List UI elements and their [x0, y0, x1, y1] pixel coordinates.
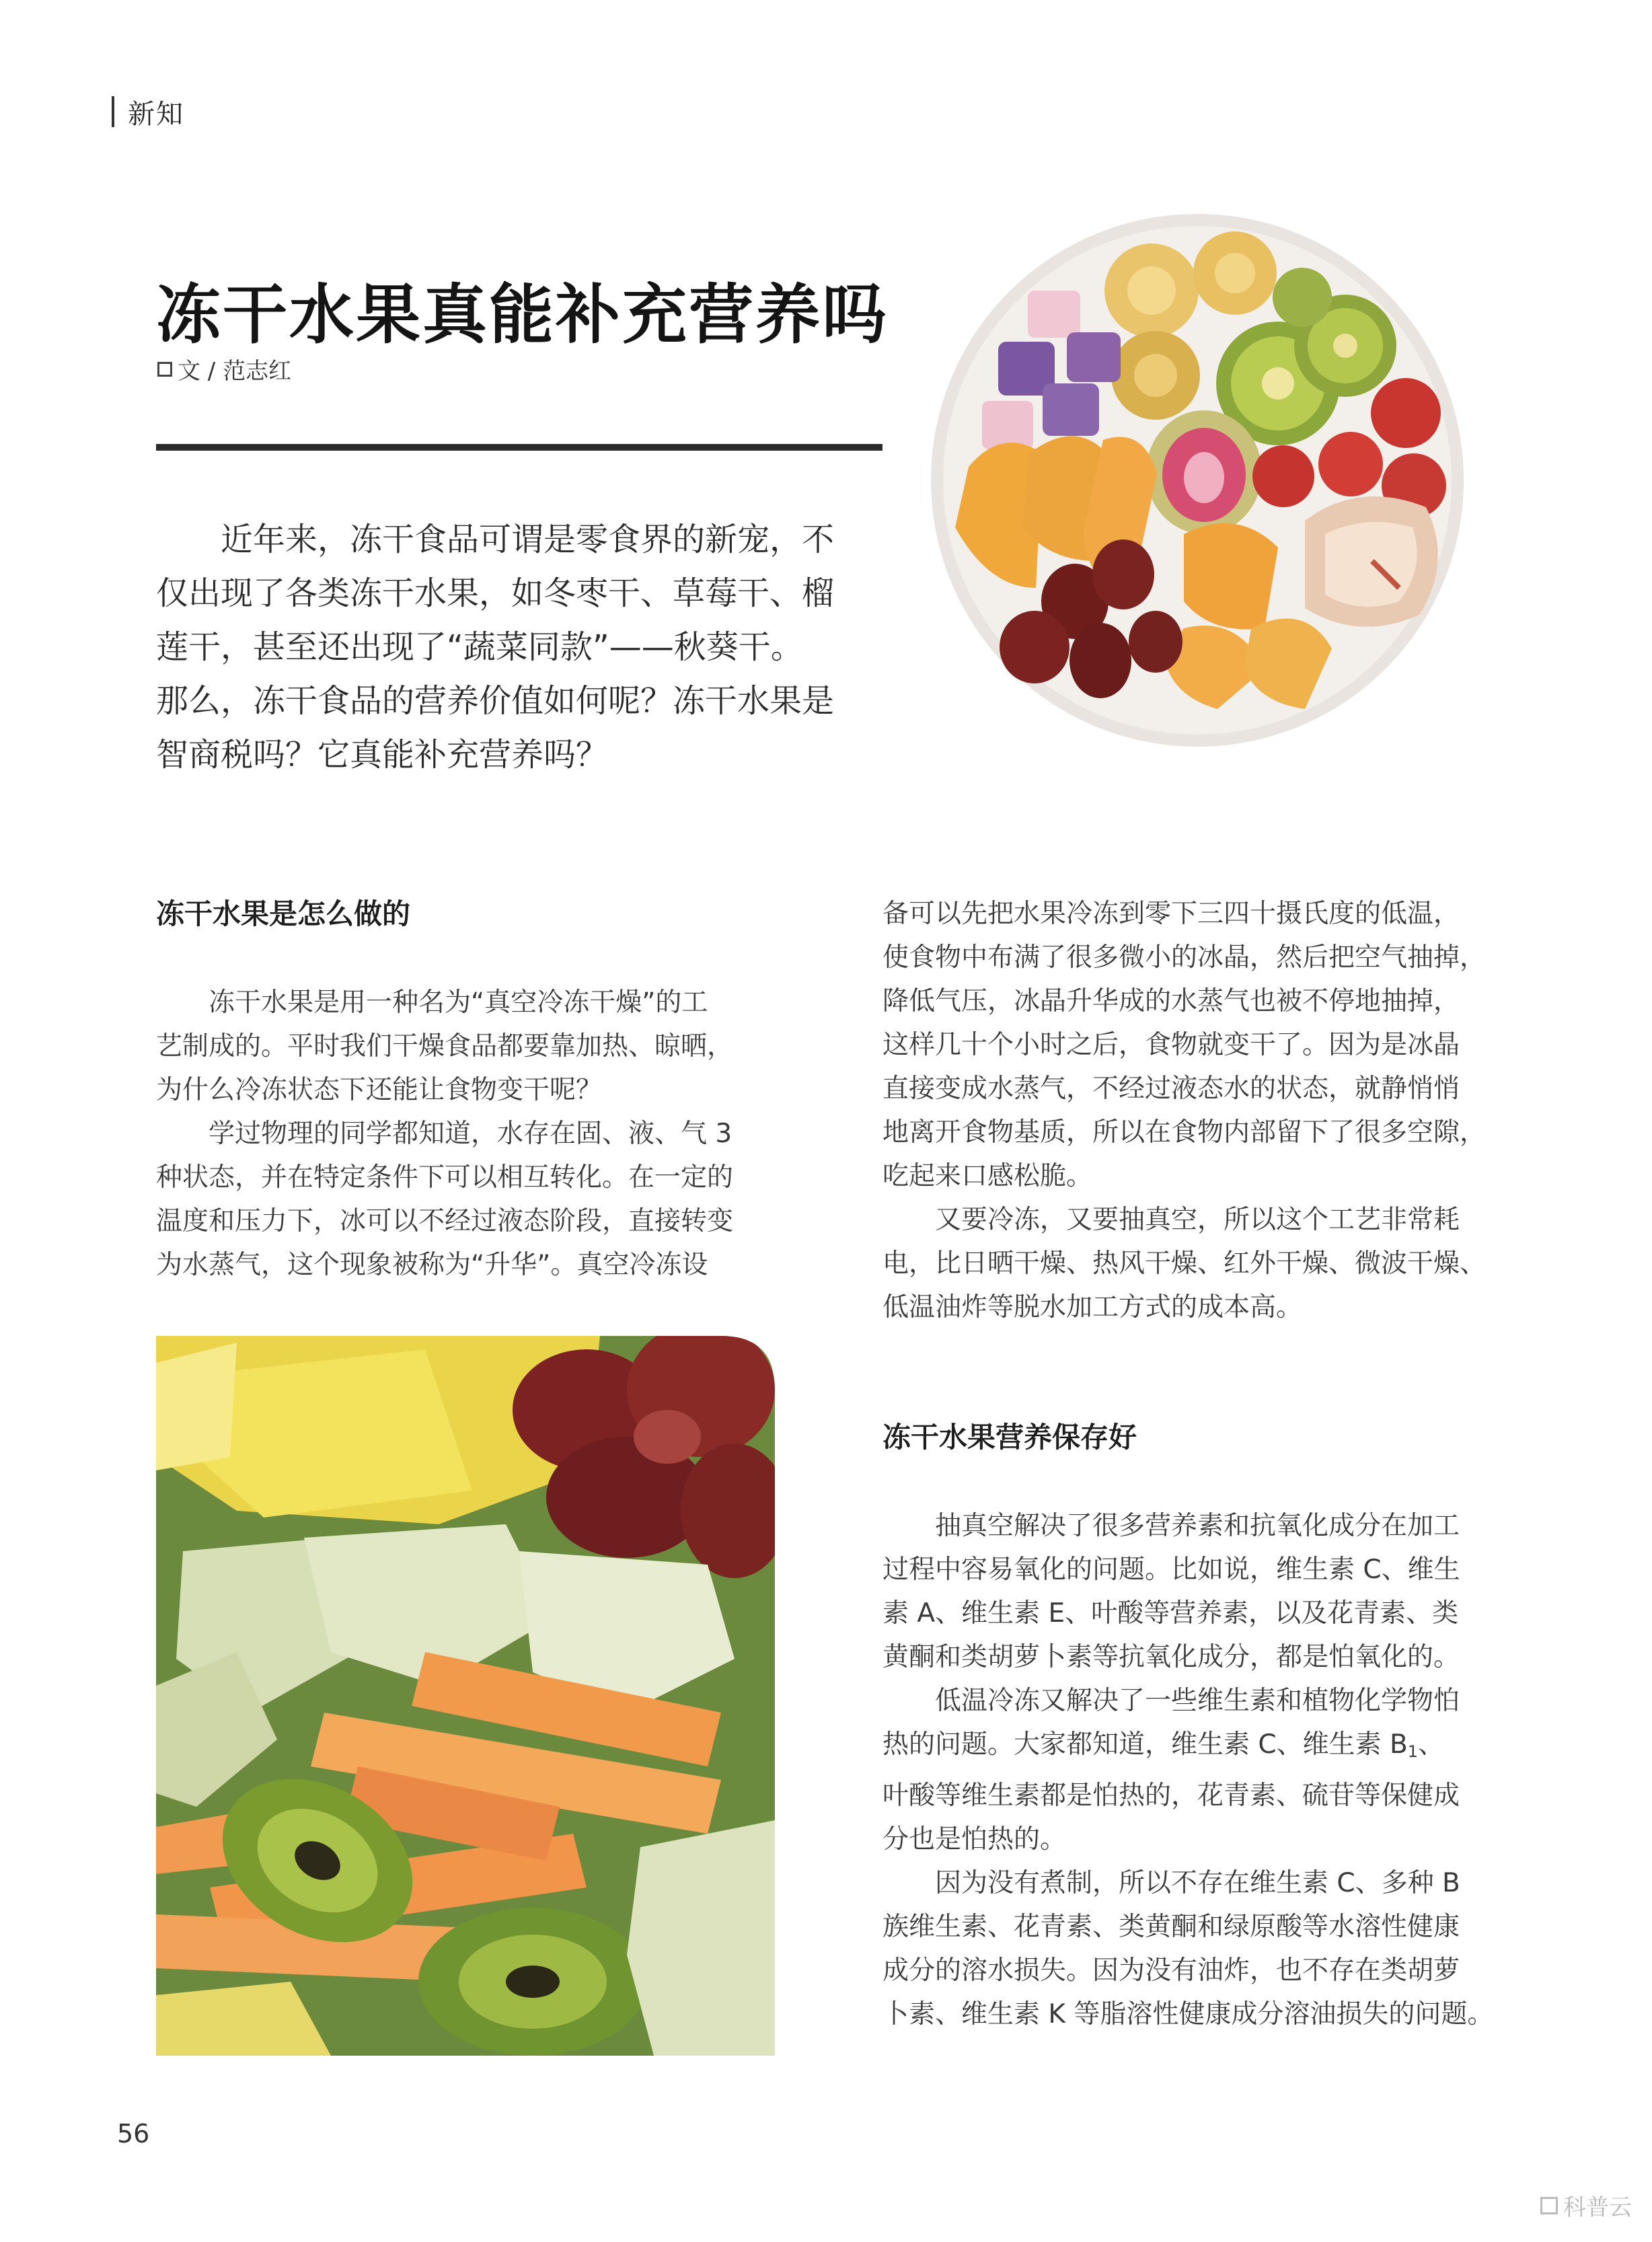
intro-line: 莲干，甚至还出现了“蔬菜同款”——秋葵干。	[156, 628, 803, 666]
body-line: 黄酮和类胡萝卜素等抗氧化成分，都是怕氧化的。	[883, 1642, 1460, 1672]
yogurt-cube	[982, 401, 1033, 449]
jujube	[1000, 611, 1069, 683]
section1-left-text	[156, 981, 775, 1287]
body-line: 卜素、维生素 K 等脂溶性健康成分溶油损失的问题。	[883, 1999, 1494, 2029]
body-line: 抽真空解决了很多营养素和抗氧化成分在加工	[935, 1511, 1460, 1541]
body-line: 温度和压力下，冰可以不经过液态阶段，直接转变	[156, 1206, 734, 1236]
section-tag	[112, 94, 184, 129]
page-number: 56	[117, 2119, 150, 2148]
section2-heading: 冻干水果营养保存好	[883, 1421, 1137, 1454]
body-line: 备可以先把水果冷冻到零下三四十摄氏度的低温，	[883, 899, 1460, 929]
body-line: 过程中容易氧化的问题。比如说，维生素 C、维生	[883, 1555, 1460, 1585]
body-line: 为水蒸气，这个现象被称为“升华”。真空冷冻设	[156, 1250, 708, 1280]
body-line: 又要冷冻，又要抽真空，所以这个工艺非常耗	[935, 1205, 1460, 1235]
article-title: 冻干水果真能补充营养吗	[156, 277, 889, 352]
byline-box-icon	[157, 362, 172, 377]
intro-line: 那么，冻干食品的营养价值如何呢？冻干水果是	[156, 682, 835, 720]
intro-line: 近年来，冻干食品可谓是零食界的新宠，不	[221, 521, 835, 558]
section-tag-bar	[112, 96, 114, 127]
body-line: 叶酸等维生素都是怕热的，花青素、硫苷等保健成	[883, 1781, 1460, 1811]
body-line: 这样几十个小时之后，食物就变干了。因为是冰晶	[883, 1030, 1460, 1060]
body-line: 艺制成的。平时我们干燥食品都要靠加热、晾晒，	[156, 1031, 734, 1061]
body-line: 低温油炸等脱水加工方式的成本高。	[883, 1292, 1303, 1322]
body-line: 为什么冷冻状态下还能让食物变干呢？	[156, 1075, 603, 1105]
body-line: 直接变成水蒸气，不经过液态水的状态，就静悄悄	[883, 1074, 1460, 1104]
body-line-b1	[883, 1723, 1501, 1774]
watermark-text: 科普云	[1563, 2194, 1632, 2221]
yogurt-cube	[1028, 291, 1080, 338]
title-rule	[156, 444, 883, 451]
body-line: 降低气压，冰晶升华成的水蒸气也被不停地抽掉，	[883, 986, 1460, 1016]
body-line: 分也是怕热的。	[883, 1824, 1067, 1855]
byline	[157, 352, 291, 385]
intro-paragraph	[156, 513, 883, 782]
body-line: 素 A、维生素 E、叶酸等营养素，以及花青素、类	[883, 1598, 1459, 1629]
body-line: 吃起来口感松脆。	[883, 1161, 1093, 1191]
body-line: 因为没有煮制，所以不存在维生素 C、多种 B	[935, 1868, 1460, 1898]
byline-text: 文 / 范志红	[178, 358, 292, 385]
subscript: 1	[1407, 1742, 1419, 1761]
strawberry	[1318, 432, 1383, 496]
body-line: 电，比日晒干燥、热风干燥、红外干燥、微波干燥、	[883, 1248, 1487, 1279]
pear-piece	[627, 1820, 775, 2056]
section-tag-label: 新知	[128, 98, 184, 130]
body-line: 低温冷冻又解决了一些维生素和植物化学物怕	[935, 1686, 1460, 1716]
body-line: 学过物理的同学都知道，水存在固、液、气 3	[209, 1119, 733, 1149]
body-line: 成分的溶水损失。因为没有油炸，也不存在类胡萝	[883, 1955, 1460, 1986]
body-line: 族维生素、花青素、类黄酮和绿原酸等水溶性健康	[883, 1912, 1460, 1942]
jujube	[1069, 623, 1131, 698]
section1-right-text	[883, 892, 1501, 1329]
body-line: 使食物中布满了很多微小的冰晶，然后把空气抽掉，	[883, 942, 1487, 973]
section1-heading: 冻干水果是怎么做的	[156, 897, 411, 930]
body-line-text: 热的问题。大家都知道，维生素 C、维生素 B	[883, 1729, 1408, 1760]
watermark	[1540, 2189, 1632, 2222]
jujube	[1129, 611, 1182, 673]
intro-line: 智商税吗？它真能补充营养吗？	[156, 736, 609, 774]
dried-fruit-photo	[156, 1336, 775, 2056]
jujube	[1092, 539, 1154, 609]
purple-cube	[1067, 332, 1121, 382]
body-line-suffix: 、	[1418, 1729, 1445, 1760]
body-line: 冻干水果是用一种名为“真空冷冻干燥”的工	[209, 987, 708, 1018]
strawberry	[1252, 445, 1314, 507]
body-line: 地离开食物基质，所以在食物内部留下了很多空隙，	[883, 1117, 1487, 1148]
intro-line: 仅出现了各类冻干水果，如冬枣干、草莓干、榴	[156, 574, 835, 612]
watermark-logo-icon	[1540, 2197, 1558, 2214]
body-line: 种状态，并在特定条件下可以相互转化。在一定的	[156, 1162, 734, 1193]
strawberry	[1371, 378, 1441, 448]
section2-text	[883, 1504, 1501, 2036]
plate-photo	[928, 211, 1466, 749]
purple-cube	[1043, 383, 1099, 436]
persimmon-slice	[1184, 523, 1278, 630]
